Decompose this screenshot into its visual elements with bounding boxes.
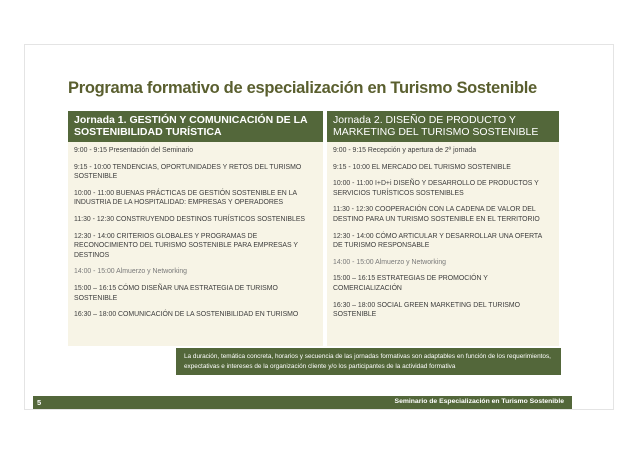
- schedule-item: 12:30 - 14:00 CÓMO ARTICULAR Y DESARROLLAR UNA OFERTA DE TURISMO RESPONSABLE: [333, 232, 542, 250]
- schedule-item: 11:30 - 12:30 COOPERACIÓN CON LA CADENA DE VALOR DEL DESTINO PARA UN TURISMO SOSTENIBLE EN EL TERRITORIO: [333, 206, 540, 223]
- schedule-item: 9:15 - 10:00 TENDENCIAS, OPORTUNIDADES Y RETOS DEL TURISMO SOSTENIBLE: [74, 163, 302, 181]
- footer-title: Seminario de Especialización en Turismo Sostenible: [394, 398, 564, 405]
- day-2-schedule: [327, 142, 559, 320]
- page-title: Programa formativo de especialización en Turismo Sostenible: [68, 79, 537, 97]
- schedule-item: 16:30 – 18:00 SOCIAL GREEN MARKETING DEL TURISMO SOSTENIBLE: [333, 301, 521, 319]
- day-1-header: Jornada 1. GESTIÓN Y COMUNICACIÓN DE LA SOSTENIBILIDAD TURÍSTICA: [68, 111, 323, 142]
- schedule-item: 9:00 - 9:15 Presentación del Seminario: [74, 147, 194, 154]
- adaptability-note: La duración, temática concreta, horarios y secuencia de las jornadas formativas son adaptables en función de los requerimientos, expectativas e intereses de la organización cliente y/o los participantes de la actividad formativa: [176, 348, 561, 375]
- day-2-header: Jornada 2. DISEÑO DE PRODUCTO Y MARKETING DEL TURISMO SOSTENIBLE: [327, 111, 559, 142]
- schedule-item: 15:00 – 16:15 CÓMO DISEÑAR UNA ESTRATEGIA DE TURISMO SOSTENIBLE: [74, 284, 278, 302]
- page-number: 5: [37, 398, 42, 407]
- day-1-schedule: [68, 142, 323, 320]
- day-1-column: [68, 111, 323, 346]
- day-2-column: [327, 111, 559, 346]
- schedule-item: 14:00 - 15:00 Almuerzo y Networking: [74, 268, 187, 276]
- schedule-item: 9:15 - 10:00 EL MERCADO DEL TURISMO SOSTENIBLE: [333, 163, 511, 171]
- schedule-item: 14:00 - 15:00 Almuerzo y Networking: [333, 258, 446, 266]
- schedule-item: 11:30 - 12:30 CONSTRUYENDO DESTINOS TURÍSTICOS SOSTENIBLES: [74, 215, 306, 223]
- schedule-item: 12:30 - 14:00 CRITERIOS GLOBALES Y PROGRAMAS DE RECONOCIMIENTO DEL TURISMO SOSTENIBLE PARA EMPRESAS Y DESTINOS: [74, 232, 298, 259]
- schedule-item: 9:00 - 9:15 Recepción y apertura de 2º jornada: [333, 147, 477, 154]
- schedule-item: 15:00 – 16:15 ESTRATEGIAS DE PROMOCIÓN Y COMERCIALIZACIÓN: [333, 275, 488, 292]
- schedule-item: 16:30 – 18:00 COMUNICACIÓN DE LA SOSTENIBILIDAD EN TURISMO: [74, 311, 299, 319]
- schedule-item: 10:00 - 11:00 BUENAS PRÁCTICAS DE GESTIÓN SOSTENIBLE EN LA INDUSTRIA DE LA HOSPITALIDAD: EMPRESAS Y OPERADORES: [74, 189, 297, 207]
- schedule-item: 10:00 - 11:00 I+D+i DISEÑO Y DESARROLLO DE PRODUCTOS Y SERVICIOS TURÍSTICOS SOSTENIBLES: [333, 180, 539, 197]
- footer-bar: [33, 396, 572, 409]
